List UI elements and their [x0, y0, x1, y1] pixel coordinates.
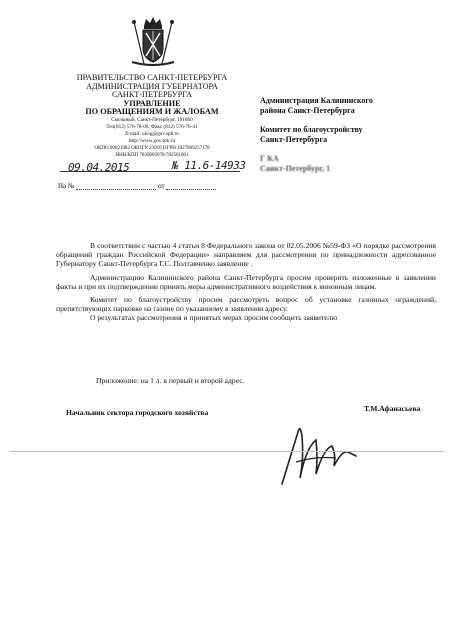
- body-paragraph-2: Администрацию Калининского района Санкт-Петербурга просим проверить изложенные в заявлении факты и при их подтверждении принять меры административного воздействия к виновным лицам.: [56, 272, 436, 291]
- signer-name: Т.М.Афанасьева: [364, 404, 421, 413]
- body-paragraph-1: В соответствии с частью 4 статьи 8 Федерального закона от 02.05.2006 №59-ФЗ «О порядке рассмотрения обращений граждан Российской Федерации» направляем для рассмотрения по принадлежности адресованное Губернатору Санкт-Петербурга Г.С. Полтавченко заявление .: [56, 241, 436, 269]
- addressee-line-5: Г КА: [260, 154, 279, 163]
- reference-line: [58, 182, 216, 190]
- registration-underline: [60, 171, 240, 172]
- org-website: http://www.gov.spb.ru: [128, 137, 176, 144]
- body-paragraph-4: О результатах рассмотрения и принятых мерах просим сообщить заявителю: [90, 313, 338, 323]
- org-line-1: ПРАВИТЕЛЬСТВО САНКТ-ПЕТЕРБУРГА: [76, 73, 228, 82]
- ref-number-blank: [76, 189, 156, 190]
- registration-date: 09.04.2015: [68, 161, 130, 174]
- body-paragraph-3: Комитет по благоустройству просим рассмотреть вопрос об установке газонных ограждений, препятствующих парковке на газоне по указанному в заявлении адресу.: [56, 295, 436, 314]
- org-line-5: ПО ОБРАЩЕНИЯМ И ЖАЛОБАМ: [85, 107, 219, 117]
- number-sign: №: [172, 159, 179, 172]
- coat-of-arms-icon: [124, 16, 182, 68]
- org-email: E-mail: ukog@gov.spb.ru: [125, 130, 179, 137]
- signer-title: Начальник сектора городского хозяйства: [66, 408, 209, 417]
- org-address: Смольный, Санкт-Петербург, 191060: [111, 116, 193, 123]
- registration-number-value: 11.6-14933: [184, 159, 246, 172]
- ref-date-blank: [166, 189, 216, 190]
- org-codes: ОКПО 00021982 ОКОГУ 23010 ОГРН 1027809257178: [94, 145, 210, 151]
- letterhead: [52, 74, 252, 159]
- letter-body: [56, 241, 436, 327]
- ref-prefix: На №: [58, 182, 75, 190]
- scan-divider-line: [10, 451, 444, 452]
- handwritten-signature: [276, 418, 362, 490]
- ref-from: от: [158, 182, 165, 190]
- addressee-line-4: Санкт-Петербурга: [260, 135, 328, 144]
- org-inn: ИНН/КПП 7830002078/782501001: [115, 152, 189, 158]
- org-line-3: САНКТ-ПЕТЕРБУРГА: [111, 90, 193, 100]
- org-phone: Тел(812) 576-78-06, Факс (812) 576-76-41: [106, 123, 198, 130]
- addressee-block: [260, 96, 430, 174]
- addressee-line-2: района Санкт-Петербурга: [260, 106, 355, 115]
- addressee-line-6: Санкт-Петербург, 1: [260, 164, 331, 173]
- attachment-note: Приложение: на 1 л. в первый и второй адрес.: [96, 376, 245, 385]
- addressee-line-3: Комитет по благоустройству: [260, 125, 363, 134]
- org-line-4: УПРАВЛЕНИЕ: [123, 98, 181, 108]
- addressee-line-1: Администрация Калининского: [260, 96, 373, 105]
- org-line-2: АДМИНИСТРАЦИЯ ГУБЕРНАТОРА: [86, 81, 218, 91]
